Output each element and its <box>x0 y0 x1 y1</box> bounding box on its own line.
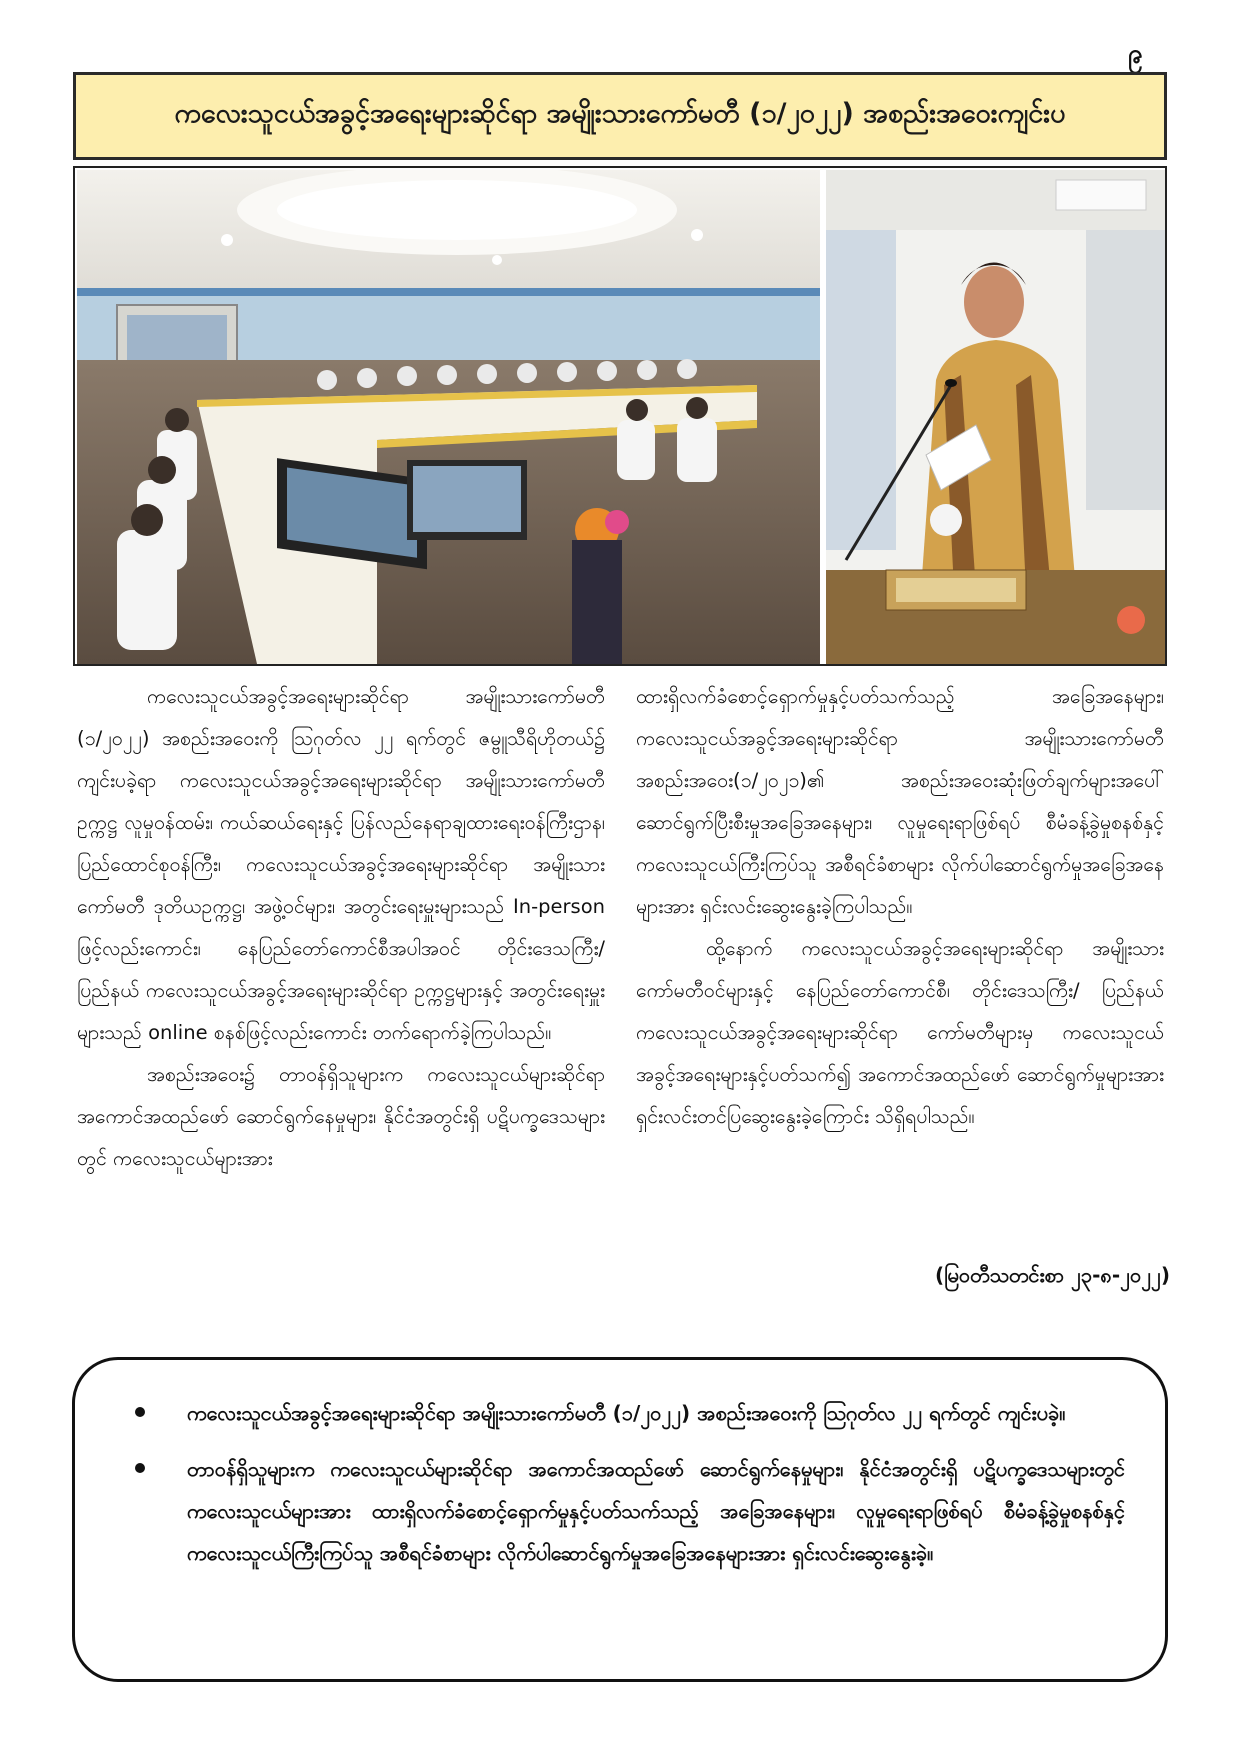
meeting-hall-photo <box>77 170 820 664</box>
photo-frame <box>73 166 1167 666</box>
summary-box <box>72 1357 1168 1682</box>
page-title: ကလေးသူငယ်အခွင့်အရေးများဆိုင်ရာ အမျိုးသားကော်မတီ (၁/၂၀၂၂) အစည်းအဝေးကျင်းပ <box>174 98 1066 129</box>
article-paragraph: ထားရှိလက်ခံစောင့်ရှောက်မှုနှင့်ပတ်သက်သည့် အခြေအနေများ၊ ကလေးသူငယ်အခွင့်အရေးများဆိုင်ရာ အမျိုးသားကော်မတီအစည်းအဝေး(၁/၂၀၂၁)၏ အစည်းအဝေးဆုံးဖြတ်ချက်များအပေါ် ဆောင်ရွက်ပြီးစီးမှုအခြေအနေများ၊ လူမှုရေးရာဖြစ်ရပ် စီမံခန့်ခွဲမှုစနစ်နှင့် ကလေးသူငယ်ကြီးကြပ်သူ အစီရင်ခံစာများ လိုက်ပါဆောင်ရွက်မှုအခြေအနေများအား ရှင်းလင်းဆွေးနွေးခဲ့ကြပါသည်။ <box>636 685 1164 918</box>
summary-item <box>135 1448 1125 1574</box>
summary-list <box>75 1360 1165 1574</box>
bullet-icon <box>135 1463 145 1473</box>
speaker-illustration <box>826 170 1165 664</box>
article-paragraph: ကလေးသူငယ်အခွင့်အရေးများဆိုင်ရာ အမျိုးသားကော်မတီ (၁/၂၀၂၂) အစည်းအဝေးကို ဩဂုတ်လ ၂၂ ရက်တွင် ဇမ္ဗူသီရိဟိုတယ်၌ ကျင်းပခဲ့ရာ ကလေးသူငယ်အခွင့်အရေးများဆိုင်ရာ အမျိုးသားကော်မတီဥက္ကဋ္ဌ လူမှုဝန်ထမ်း၊ ကယ်ဆယ်ရေးနှင့် ပြန်လည်နေရာချထားရေးဝန်ကြီးဌာန၊ ပြည်ထောင်စုဝန်ကြီး၊ ကလေးသူငယ်အခွင့်အရေးများဆိုင်ရာ အမျိုးသားကော်မတီ ဒုတိယဥက္ကဋ္ဌ၊ အဖွဲ့ဝင်များ၊ အတွင်းရေးမှူးများသည် In-person ဖြင့်လည်းကောင်း၊ နေပြည်တော်ကောင်စီအပါအဝင် တိုင်းဒေသကြီး/ ပြည်နယ် ကလေးသူငယ်အခွင့်အရေးများဆိုင်ရာ ဥက္ကဋ္ဌများနှင့် အတွင်းရေးမှူးများသည် online စနစ်ဖြင့်လည်းကောင်း တက်ရောက်ခဲ့ကြပါသည်။ <box>77 685 605 1044</box>
summary-item <box>135 1392 1125 1434</box>
article-paragraph: ထို့နောက် ကလေးသူငယ်အခွင့်အရေးများဆိုင်ရာ အမျိုးသားကော်မတီဝင်များနှင့် နေပြည်တော်ကောင်စီ၊ တိုင်းဒေသကြီး/ ပြည်နယ်ကလေးသူငယ်အခွင့်အရေးများဆိုင်ရာ ကော်မတီများမှ ကလေးသူငယ်အခွင့်အရေးများနှင့်ပတ်သက်၍ အကောင်အထည်ဖော် ဆောင်ရွက်မှုများအား ရှင်းလင်းတင်ပြဆွေးနွေးခဲ့ကြောင်း သိရှိရပါသည်။ <box>636 937 1164 1128</box>
article-left-column <box>77 676 605 1180</box>
meeting-hall-illustration <box>77 170 820 664</box>
article-right-column <box>636 676 1164 1138</box>
speaker-photo <box>826 170 1165 664</box>
news-source: (မြဝတီသတင်းစာ ၂၃-၈-၂၀၂၂) <box>934 1263 1170 1287</box>
summary-text: ကလေးသူငယ်အခွင့်အရေးများဆိုင်ရာ အမျိုးသားကော်မတီ (၁/၂၀၂၂) အစည်းအဝေးကို ဩဂုတ်လ ၂၂ ရက်တွင် ကျင်းပခဲ့။ <box>187 1401 1066 1425</box>
article-paragraph: အစည်းအဝေး၌ တာဝန်ရှိသူများက ကလေးသူငယ်များဆိုင်ရာ အကောင်အထည်ဖော် ဆောင်ရွက်နေမှုများ၊ နိုင်ငံအတွင်းရှိ ပဋိပက္ခဒေသများတွင် ကလေးသူငယ်များအား <box>77 1063 605 1170</box>
bullet-icon <box>135 1407 145 1417</box>
summary-text: တာဝန်ရှိသူများက ကလေးသူငယ်များဆိုင်ရာ အကောင်အထည်ဖော် ဆောင်ရွက်နေမှုများ၊ နိုင်ငံအတွင်းရှိ ပဋိပက္ခဒေသများတွင် ကလေးသူငယ်များအား ထားရှိလက်ခံစောင့်ရှောက်မှုနှင့်ပတ်သက်သည့် အခြေအနေများ၊ လူမှုရေးရာဖြစ်ရပ် စီမံခန့်ခွဲမှုစနစ်နှင့် ကလေးသူငယ်ကြီးကြပ်သူ အစီရင်ခံစာများ လိုက်ပါဆောင်ရွက်မှုအခြေအနေများအား ရှင်းလင်းဆွေးနွေးခဲ့။ <box>187 1457 1125 1565</box>
title-banner <box>73 72 1167 160</box>
page-number: ၉ <box>1128 39 1143 69</box>
